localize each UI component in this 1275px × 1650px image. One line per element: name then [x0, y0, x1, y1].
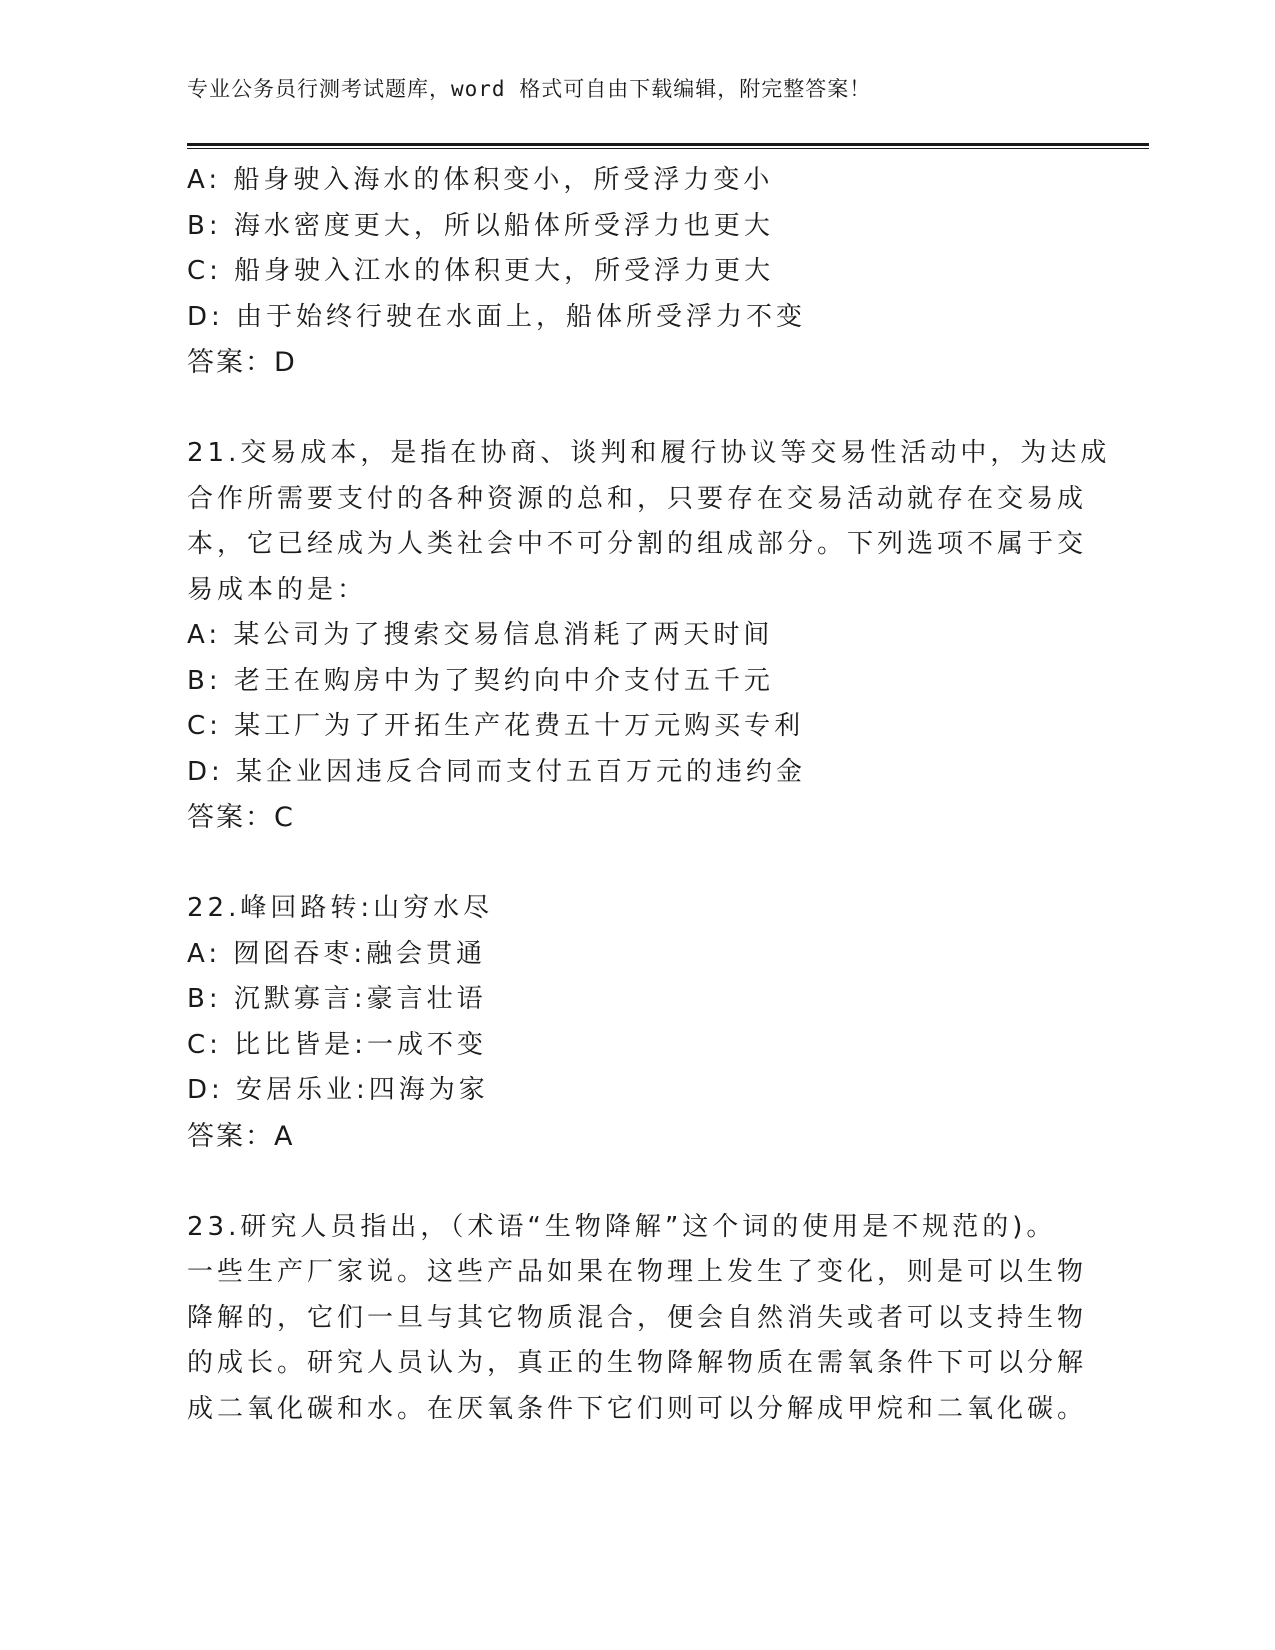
option-a: A: 某公司为了搜索交易信息消耗了两天时间	[187, 620, 774, 650]
question-stem-line: 成二氧化碳和水。在厌氧条件下它们则可以分解成甲烷和二氧化碳。	[187, 1393, 1088, 1424]
question-stem-line: 23.研究人员指出，（术语“生物降解”这个词的使用是不规范的)。	[187, 1211, 1057, 1242]
header-divider	[187, 143, 1149, 146]
answer: 答案：D	[187, 347, 297, 378]
option-a: A: 囫囵吞枣:融会贯通	[187, 938, 487, 969]
option-b: B: 沉默寡言:豪言壮语	[187, 984, 487, 1014]
question-stem-line: 合作所需要支付的各种资源的总和，只要存在交易活动就存在交易成	[187, 483, 1088, 514]
question-stem-line: 降解的，它们一旦与其它物质混合，便会自然消失或者可以支持生物	[187, 1302, 1088, 1333]
question-stem-line: 易成本的是：	[187, 574, 368, 605]
option-d: D: 安居乐业:四海为家	[187, 1075, 489, 1105]
answer: 答案：C	[187, 802, 295, 833]
option-d: D: 由于始终行驶在水面上，船体所受浮力不变	[187, 301, 807, 332]
option-a: A: 船身驶入海水的体积变小，所受浮力变小	[187, 165, 774, 195]
question-stem-line: 本，它已经成为人类社会中不可分割的组成部分。下列选项不属于交	[187, 529, 1088, 559]
question-21	[187, 431, 1111, 841]
option-b: B: 老王在购房中为了契约向中介支付五千元	[187, 665, 774, 696]
header-note: 专业公务员行测考试题库，word 格式可自由下载编辑，附完整答案！	[187, 77, 872, 101]
answer: 答案：A	[187, 1120, 295, 1152]
spacer	[187, 841, 1087, 887]
question-23	[187, 1205, 1087, 1433]
question-stem-line: 的成长。研究人员认为，真正的生物降解物质在需氧条件下可以分解	[187, 1348, 1088, 1378]
spacer	[187, 386, 1087, 432]
header-divider-thin	[187, 148, 1149, 149]
option-c: C: 某工厂为了开拓生产花费五十万元购买专利	[187, 711, 805, 741]
question-stem-line: 22.峰回路转:山穷水尽	[187, 893, 494, 923]
option-b: B: 海水密度更大，所以船体所受浮力也更大	[187, 210, 774, 241]
spacer	[187, 1159, 1087, 1205]
question-20	[187, 158, 1087, 386]
question-22	[187, 886, 1087, 1159]
question-stem-line: 21.交易成本，是指在协商、谈判和履行协议等交易性活动中，为达成	[187, 438, 1111, 468]
question-content	[187, 158, 1111, 1432]
option-c: C: 船身驶入江水的体积更大，所受浮力更大	[187, 256, 775, 286]
option-d: D: 某企业因违反合同而支付五百万元的违约金	[187, 756, 807, 787]
option-c: C: 比比皆是:一成不变	[187, 1029, 487, 1060]
question-stem-line: 一些生产厂家说。这些产品如果在物理上发生了变化，则是可以生物	[187, 1257, 1088, 1287]
